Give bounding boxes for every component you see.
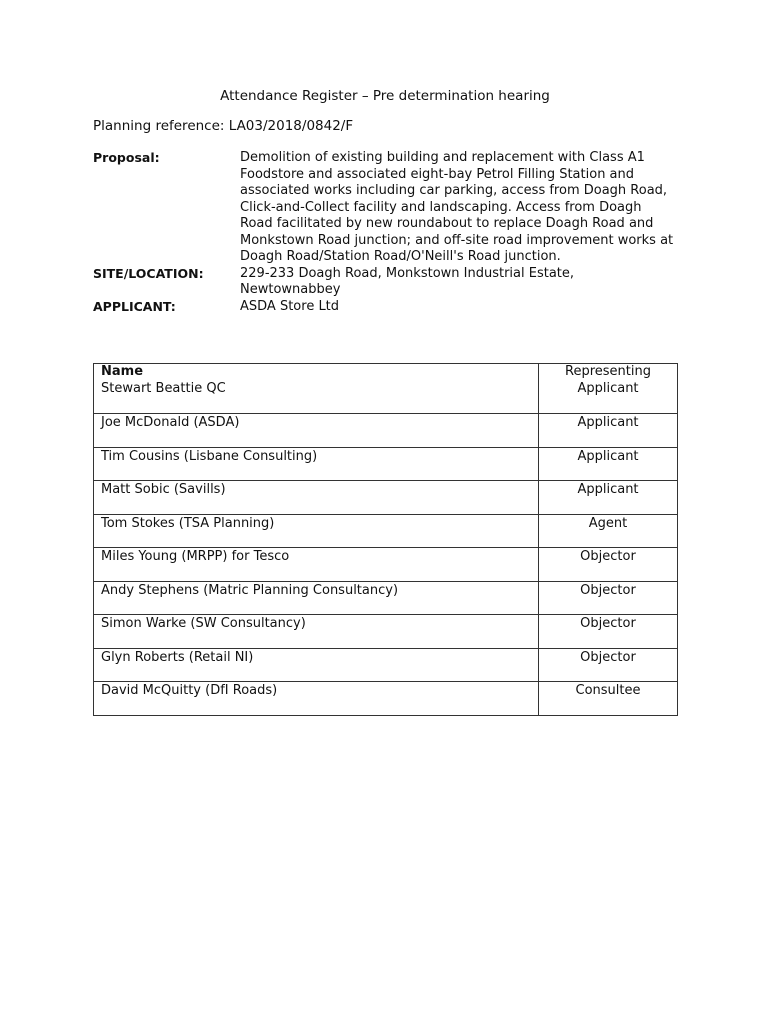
detail-row-proposal bbox=[93, 150, 683, 266]
attendee-representing: Objector bbox=[539, 648, 678, 682]
table-header-row bbox=[94, 364, 678, 381]
table-row bbox=[94, 414, 678, 448]
attendee-representing: Applicant bbox=[539, 481, 678, 515]
attendee-name: Tim Cousins (Lisbane Consulting) bbox=[94, 447, 539, 481]
table-row bbox=[94, 514, 678, 548]
attendee-representing: Objector bbox=[539, 615, 678, 649]
applicant-value: ASDA Store Ltd bbox=[240, 298, 340, 314]
attendee-name: Stewart Beattie QC bbox=[94, 380, 539, 414]
attendee-name: David McQuitty (DfI Roads) bbox=[94, 682, 539, 716]
attendee-representing: Agent bbox=[539, 514, 678, 548]
table-row bbox=[94, 648, 678, 682]
table-row bbox=[94, 682, 678, 716]
attendance-table bbox=[93, 363, 678, 716]
table-row bbox=[94, 548, 678, 582]
attendee-representing: Objector bbox=[539, 548, 678, 582]
detail-row-applicant bbox=[93, 299, 683, 316]
application-details bbox=[93, 150, 683, 315]
proposal-label: Proposal: bbox=[93, 150, 160, 165]
attendee-representing: Consultee bbox=[539, 682, 678, 716]
page-title: Attendance Register – Pre determination hearing bbox=[220, 88, 550, 104]
planning-reference: Planning reference: LA03/2018/0842/F bbox=[93, 118, 354, 134]
site-location-value: 229-233 Doagh Road, Monkstown Industrial Estate, Newtownabbey bbox=[240, 265, 575, 297]
table-row bbox=[94, 581, 678, 615]
site-location-label: SITE/LOCATION: bbox=[93, 265, 204, 281]
table-row bbox=[94, 380, 678, 414]
applicant-label: APPLICANT: bbox=[93, 298, 176, 314]
detail-row-site-location bbox=[93, 266, 683, 299]
attendee-name: Simon Warke (SW Consultancy) bbox=[94, 615, 539, 649]
attendee-name: Matt Sobic (Savills) bbox=[94, 481, 539, 515]
attendee-representing: Objector bbox=[539, 581, 678, 615]
attendee-name: Glyn Roberts (Retail NI) bbox=[94, 648, 539, 682]
attendee-representing: Applicant bbox=[539, 380, 678, 414]
attendee-name: Andy Stephens (Matric Planning Consultancy) bbox=[94, 581, 539, 615]
table-row bbox=[94, 615, 678, 649]
attendee-representing: Applicant bbox=[539, 447, 678, 481]
table-row bbox=[94, 447, 678, 481]
attendee-representing: Applicant bbox=[539, 414, 678, 448]
attendee-name: Miles Young (MRPP) for Tesco bbox=[94, 548, 539, 582]
column-header-name: Name bbox=[94, 364, 539, 381]
table-row bbox=[94, 481, 678, 515]
proposal-value: Demolition of existing building and replacement with Class A1 Foodstore and associated eight-bay Petrol Filling Station and associated works including car parking, access from Doagh Road, Click-and-Collect facility and landscaping. Access from Doagh Road facilitated by new roundabout to replace Doagh Road and Monkstown Road junction; and off-site road improvement works at Doagh Road/Station Road/O'Neill's Road junction. bbox=[240, 150, 674, 264]
attendee-name: Joe McDonald (ASDA) bbox=[94, 414, 539, 448]
column-header-representing: Representing bbox=[539, 364, 678, 381]
attendee-name: Tom Stokes (TSA Planning) bbox=[94, 514, 539, 548]
